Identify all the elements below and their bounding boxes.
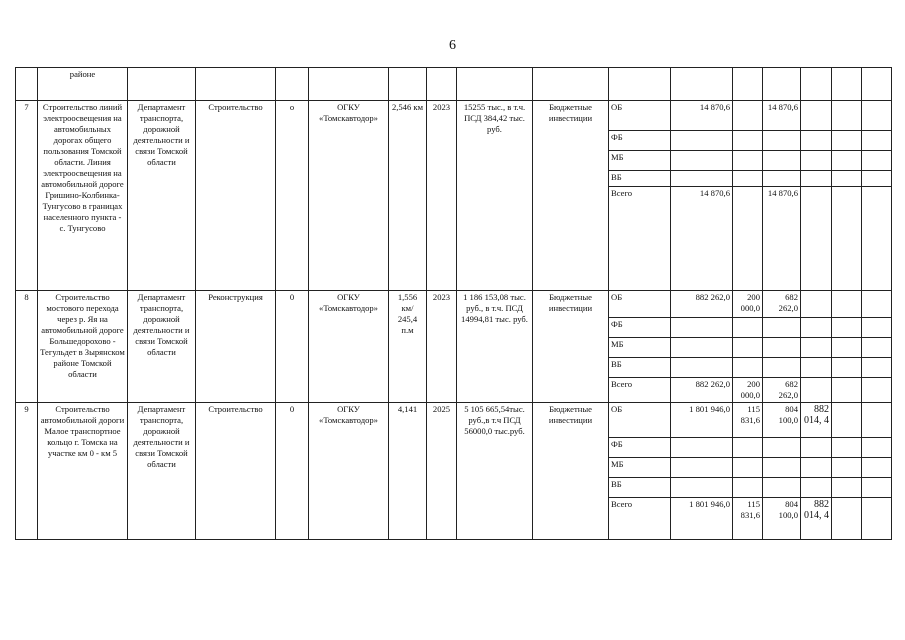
cell-empty bbox=[832, 101, 862, 131]
project-name: Строительство линий электроосвещения на автомобильных дорогах общего пользования Томской области. Линия электроосвещения на автомобильной дороге Гришино-Колбинка-Тунгусово в границах населенного пункта - с. Тунгусово bbox=[38, 101, 128, 291]
finance-y2 bbox=[763, 318, 801, 338]
project-cost: 1 186 153,08 тыс. руб., в т.ч. ПСД 14994,81 тыс. руб. bbox=[457, 291, 533, 403]
project-num: 8 bbox=[16, 291, 38, 403]
finance-total bbox=[671, 358, 733, 378]
finance-y3 bbox=[801, 171, 832, 187]
finance-total: 14 870,6 bbox=[671, 101, 733, 131]
project-type: Строительство bbox=[196, 101, 276, 291]
cell-empty bbox=[862, 498, 892, 540]
finance-y3 bbox=[801, 101, 832, 131]
cell-empty bbox=[832, 438, 862, 458]
cell-empty bbox=[832, 151, 862, 171]
project-contractor: ОГКУ «Томскавтодор» bbox=[309, 101, 389, 291]
project-contractor: ОГКУ «Томскавтодор» bbox=[309, 291, 389, 403]
project-source: Бюджетные инвестиции bbox=[533, 403, 609, 540]
cell-empty bbox=[801, 68, 832, 101]
cell-empty bbox=[128, 68, 196, 101]
cell-empty bbox=[533, 68, 609, 101]
finance-label: ФБ bbox=[609, 131, 671, 151]
project-flag: 0 bbox=[276, 403, 309, 540]
finance-y1: 115 831,6 bbox=[733, 403, 763, 438]
cell-empty bbox=[862, 131, 892, 151]
project-source: Бюджетные инвестиции bbox=[533, 291, 609, 403]
finance-total bbox=[671, 338, 733, 358]
finance-y2 bbox=[763, 338, 801, 358]
finance-y3 bbox=[801, 151, 832, 171]
project-customer: Департамент транспорта, дорожной деятельности и связи Томской области bbox=[128, 101, 196, 291]
finance-y3 bbox=[801, 358, 832, 378]
cell-empty bbox=[832, 378, 862, 403]
finance-label: МБ bbox=[609, 338, 671, 358]
finance-y3 bbox=[801, 438, 832, 458]
finance-label: ВБ bbox=[609, 478, 671, 498]
finance-total: 1 801 946,0 bbox=[671, 498, 733, 540]
cell-empty bbox=[427, 68, 457, 101]
finance-total bbox=[671, 318, 733, 338]
cell-empty bbox=[276, 68, 309, 101]
finance-y2 bbox=[763, 131, 801, 151]
project-year: 2023 bbox=[427, 101, 457, 291]
project-row bbox=[16, 403, 892, 438]
finance-y2 bbox=[763, 358, 801, 378]
project-type: Реконструкция bbox=[196, 291, 276, 403]
cell-empty bbox=[832, 338, 862, 358]
finance-label: ОБ bbox=[609, 101, 671, 131]
finance-total: 1 801 946,0 bbox=[671, 403, 733, 438]
finance-y2: 14 870,6 bbox=[763, 187, 801, 291]
finance-label: Всего bbox=[609, 187, 671, 291]
finance-y1 bbox=[733, 151, 763, 171]
cell-empty bbox=[832, 498, 862, 540]
finance-y2 bbox=[763, 478, 801, 498]
cell-empty bbox=[832, 403, 862, 438]
finance-label: ВБ bbox=[609, 358, 671, 378]
finance-y1 bbox=[733, 478, 763, 498]
project-capacity: 1,556 км/ 245,4 п.м bbox=[389, 291, 427, 403]
project-type: Строительство bbox=[196, 403, 276, 540]
project-cost: 5 105 665,54тыс. руб.,в т.ч ПСД 56000,0 тыс.руб. bbox=[457, 403, 533, 540]
finance-total bbox=[671, 438, 733, 458]
project-flag: 0 bbox=[276, 291, 309, 403]
cell-empty bbox=[309, 68, 389, 101]
finance-y3 bbox=[801, 291, 832, 318]
finance-y2: 682 262,0 bbox=[763, 378, 801, 403]
project-flag: о bbox=[276, 101, 309, 291]
finance-y1 bbox=[733, 358, 763, 378]
cell-empty bbox=[832, 318, 862, 338]
cell-empty bbox=[832, 358, 862, 378]
cell-empty bbox=[671, 68, 733, 101]
cell-empty bbox=[389, 68, 427, 101]
project-row bbox=[16, 291, 892, 318]
finance-label: ОБ bbox=[609, 291, 671, 318]
cell-empty bbox=[763, 68, 801, 101]
cell-empty bbox=[16, 68, 38, 101]
project-capacity: 2,546 км bbox=[389, 101, 427, 291]
finance-y3: 882 014, 4 bbox=[801, 403, 832, 438]
finance-y3 bbox=[801, 187, 832, 291]
project-cost: 15255 тыс., в т.ч. ПСД 384,42 тыс. руб. bbox=[457, 101, 533, 291]
cell-empty bbox=[862, 438, 892, 458]
project-name: Строительство мостового перехода через р. Яя на автомобильной дороге Большедорохово - Тегульдет в Зырянском районе Томской области bbox=[38, 291, 128, 403]
cell-empty bbox=[832, 171, 862, 187]
finance-y2 bbox=[763, 171, 801, 187]
carry-over-row bbox=[16, 68, 892, 101]
finance-total bbox=[671, 131, 733, 151]
finance-label: ФБ bbox=[609, 438, 671, 458]
finance-y1: 115 831,6 bbox=[733, 498, 763, 540]
finance-label: МБ bbox=[609, 151, 671, 171]
project-customer: Департамент транспорта, дорожной деятельности и связи Томской области bbox=[128, 403, 196, 540]
finance-y1 bbox=[733, 438, 763, 458]
finance-y3 bbox=[801, 318, 832, 338]
finance-y2: 682 262,0 bbox=[763, 291, 801, 318]
finance-y2 bbox=[763, 438, 801, 458]
finance-y1 bbox=[733, 131, 763, 151]
finance-y3 bbox=[801, 131, 832, 151]
cell-empty bbox=[832, 478, 862, 498]
finance-y1 bbox=[733, 101, 763, 131]
finance-y3 bbox=[801, 338, 832, 358]
project-year: 2023 bbox=[427, 291, 457, 403]
project-name: Строительство автомобильной дороги Малое транспортное кольцо г. Томска на участке км 0 - км 5 bbox=[38, 403, 128, 540]
cell-empty bbox=[832, 458, 862, 478]
finance-total: 882 262,0 bbox=[671, 378, 733, 403]
finance-y1: 200 000,0 bbox=[733, 291, 763, 318]
finance-y3: 882 014, 4 bbox=[801, 498, 832, 540]
project-capacity: 4,141 bbox=[389, 403, 427, 540]
finance-y2: 804 100,0 bbox=[763, 498, 801, 540]
finance-label: ВБ bbox=[609, 171, 671, 187]
finance-total bbox=[671, 151, 733, 171]
finance-y1: 200 000,0 bbox=[733, 378, 763, 403]
cell-empty bbox=[862, 338, 892, 358]
finance-total bbox=[671, 458, 733, 478]
project-num: 9 bbox=[16, 403, 38, 540]
project-customer: Департамент транспорта, дорожной деятельности и связи Томской области bbox=[128, 291, 196, 403]
finance-y3 bbox=[801, 458, 832, 478]
cell-empty bbox=[733, 68, 763, 101]
project-year: 2025 bbox=[427, 403, 457, 540]
finance-y1 bbox=[733, 171, 763, 187]
cell-empty bbox=[862, 101, 892, 131]
finance-total: 882 262,0 bbox=[671, 291, 733, 318]
finance-y2: 14 870,6 bbox=[763, 101, 801, 131]
cell-empty bbox=[862, 458, 892, 478]
finance-total bbox=[671, 478, 733, 498]
cell-empty bbox=[862, 68, 892, 101]
carry-over-name: районе bbox=[38, 68, 128, 101]
finance-y2 bbox=[763, 151, 801, 171]
cell-empty bbox=[862, 171, 892, 187]
finance-y3 bbox=[801, 478, 832, 498]
finance-total: 14 870,6 bbox=[671, 187, 733, 291]
project-source: Бюджетные инвестиции bbox=[533, 101, 609, 291]
cell-empty bbox=[862, 403, 892, 438]
project-num: 7 bbox=[16, 101, 38, 291]
cell-empty bbox=[862, 291, 892, 318]
finance-y3 bbox=[801, 378, 832, 403]
finance-y1 bbox=[733, 458, 763, 478]
finance-y1 bbox=[733, 318, 763, 338]
finance-y1 bbox=[733, 338, 763, 358]
cell-empty bbox=[862, 358, 892, 378]
project-row bbox=[16, 101, 892, 131]
cell-empty bbox=[832, 291, 862, 318]
finance-label: ФБ bbox=[609, 318, 671, 338]
cell-empty bbox=[457, 68, 533, 101]
cell-empty bbox=[832, 68, 862, 101]
cell-empty bbox=[832, 187, 862, 291]
cell-empty bbox=[832, 131, 862, 151]
finance-y2: 804 100,0 bbox=[763, 403, 801, 438]
finance-label: МБ bbox=[609, 458, 671, 478]
finance-total bbox=[671, 171, 733, 187]
project-contractor: ОГКУ «Томскавтодор» bbox=[309, 403, 389, 540]
cell-empty bbox=[862, 187, 892, 291]
finance-y2 bbox=[763, 458, 801, 478]
cell-empty bbox=[862, 318, 892, 338]
finance-label: Всего bbox=[609, 498, 671, 540]
cell-empty bbox=[609, 68, 671, 101]
page-number: 6 bbox=[449, 38, 456, 53]
cell-empty bbox=[862, 151, 892, 171]
finance-y1 bbox=[733, 187, 763, 291]
investment-table bbox=[15, 67, 892, 540]
cell-empty bbox=[862, 378, 892, 403]
finance-label: ОБ bbox=[609, 403, 671, 438]
cell-empty bbox=[196, 68, 276, 101]
finance-label: Всего bbox=[609, 378, 671, 403]
cell-empty bbox=[862, 478, 892, 498]
